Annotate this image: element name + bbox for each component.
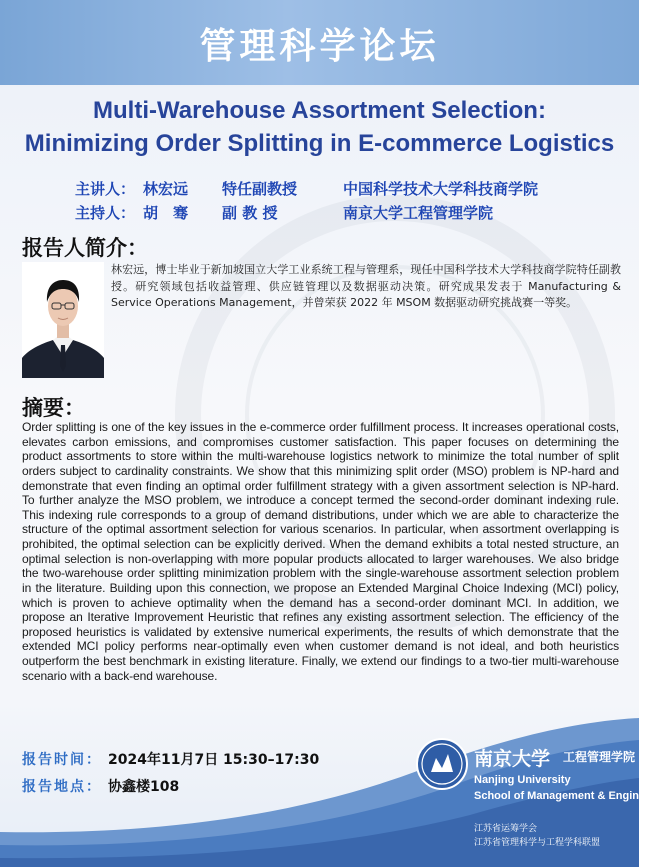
talk-title-line1: Multi-Warehouse Assortment Selection:: [93, 97, 546, 124]
talk-title-line2: Minimizing Order Splitting in E-commerce Logistics: [24, 130, 615, 157]
organizer-1: 江苏省运筹学会: [474, 824, 538, 834]
bio-heading: 报告人简介：: [22, 236, 148, 260]
host-rank: 副 教 授: [222, 204, 278, 222]
forum-title: 管理科学论坛: [199, 25, 440, 67]
organizer-2: 江苏省管理科学与工程学科联盟: [474, 838, 601, 848]
host-affiliation: 南京大学工程管理学院: [343, 204, 494, 222]
host-name: 胡 骞: [143, 204, 189, 222]
speaker-name: 林宏远: [143, 180, 189, 198]
host-role: 主持人：: [75, 204, 136, 222]
school-name-en: School of Management & Engineering: [474, 790, 672, 802]
speaker-photo: [22, 262, 104, 378]
place-value: 协鑫楼108: [108, 779, 180, 795]
time-row: [22, 749, 319, 769]
abstract-heading: 摘要：: [22, 396, 85, 420]
header-banner: [0, 0, 639, 85]
school-logo: [416, 738, 672, 818]
abstract-text: Order splitting is one of the key issues in the e-commerce order fulfillment process. It increases operational costs, elevates carbon emissions, and compromises customer satisfaction. This paper focuses on determining the product assortments to store within the multi-warehouse logistics network to minimize the total number of split orders subject to cardinality constraints. We show that this minimizing split order (MSO) problem is NP-hard and demonstrate that even finding an optimal order fulfillment strategy with a given assortment selection is NP-hard. To further analyze the MSO problem, we introduce a concept termed the second-order dominant indexing rule. This indexing rule corresponds to a group of demand distributions, under which we are able to characterize the structure of the optimal assortment selection for various scenarios. In particular, when assortment overlapping is prohibited, the optimal selection can be explicitly derived. When the demand exhibits a total nested structure, an optimal selection is non-overlapping with more popular products allocated to larger warehouses. We also bridge the two-warehouse order splitting minimization problem with the single-warehouse assortment selection problem in the literature. Building upon this connection, we propose an Extended Marginal Choice Indexing (MCI) policy, which is proven to achieve optimality when the demand has a second-order dominant MCI. In addition, we propose an Iterative Improvement Heuristic that refines any existing assortment selection. The efficiency of the proposed heuristics is validated by extensive numerical experiments, the results of which demonstrate that the extended MCI policy performs near-optimally even when customer demand is not ideal, and both heuristics outperform the best benchmark in existing literature. Finally, we extend our findings to a two-tier multi-warehouse scenario with a back-end warehouse.: [22, 420, 619, 683]
place-row: [22, 776, 179, 796]
speaker-rank: 特任副教授: [222, 180, 298, 198]
university-emblem-icon: [416, 738, 468, 790]
time-label: 报告时间：: [22, 752, 102, 768]
speaker-role: 主讲人：: [75, 180, 136, 198]
university-name-en: Nanjing University: [474, 774, 571, 786]
school-name-cn: 工程管理学院: [563, 750, 636, 764]
bio-text: 林宏远，博士毕业于新加坡国立大学工业系统工程与管理系，现任中国科学技术大学科技商学院特任副教授。研究领域包括收益管理、供应链管理以及数据驱动决策。研究成果发表于 Manufacturing & Service Operations Management，并曾荣获 2022 年 MSOM 数据驱动研究挑战赛一等奖。: [111, 263, 621, 310]
time-value: 2024年11月7日 15:30–17:30: [108, 752, 320, 768]
university-name-cn: 南京大学: [474, 748, 551, 770]
place-label: 报告地点：: [22, 779, 102, 795]
speaker-affiliation: 中国科学技术大学科技商学院: [343, 180, 539, 198]
